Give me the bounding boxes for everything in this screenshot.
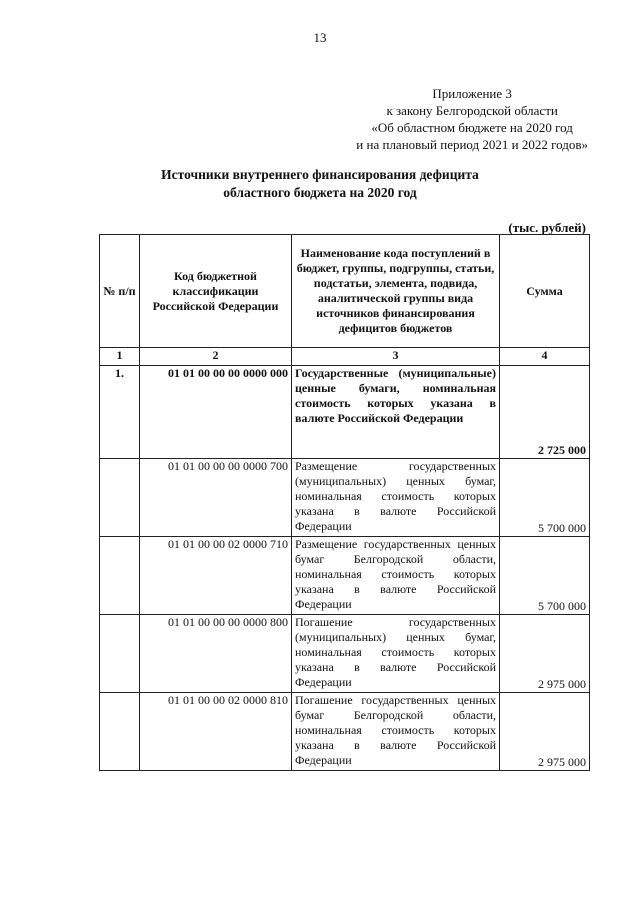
row-name: Погашение государственных ценных бумаг Белгородской области, номинальная стоимость которых указана в валюте Российской Федерации [292, 693, 500, 771]
row-number [100, 459, 140, 537]
table-row [100, 459, 590, 537]
table-row [100, 537, 590, 615]
column-number: 1 [100, 348, 140, 366]
appendix-line: «Об областном бюджете на 2020 год [371, 120, 573, 135]
row-sum: 2 725 000 [500, 366, 590, 459]
header-sum: Сумма [500, 235, 590, 348]
row-sum: 5 700 000 [500, 459, 590, 537]
appendix-line: Приложение 3 [432, 86, 512, 101]
table-row [100, 615, 590, 693]
table-row [100, 693, 590, 771]
appendix-header [356, 85, 588, 153]
table-header-row [100, 235, 590, 348]
row-name: Размещение государственных (муниципальных) ценных бумаг, номинальная стоимость которых указана в валюте Российской Федерации [292, 459, 500, 537]
header-name: Наименование кода поступлений в бюджет, группы, подгруппы, статьи, подстатьи, элемента, подвида, аналитической группы вида источников финансирования дефицитов бюджетов [292, 235, 500, 348]
financing-sources-table [99, 234, 590, 771]
appendix-line: и на плановый период 2021 и 2022 годов» [356, 137, 588, 152]
column-number-row [100, 348, 590, 366]
units-label: (тыс. рублей) [508, 220, 586, 235]
row-name: Погашение государственных (муниципальных) ценных бумаг, номинальная стоимость которых указана в валюте Российской Федерации [292, 615, 500, 693]
document-title [0, 166, 640, 202]
row-name: Государственные (муниципальные) ценные бумаги, номинальная стоимость которых указана в валюте Российской Федерации [292, 366, 500, 459]
header-no: № п/п [100, 235, 140, 348]
title-line: Источники внутреннего финансирования дефицита [161, 167, 479, 182]
column-number: 3 [292, 348, 500, 366]
column-number: 2 [140, 348, 292, 366]
row-code: 01 01 00 00 00 0000 700 [140, 459, 292, 537]
row-number [100, 615, 140, 693]
row-name: Размещение государственных ценных бумаг Белгородской области, номинальная стоимость которых указана в валюте Российской Федерации [292, 537, 500, 615]
row-code: 01 01 00 00 02 0000 710 [140, 537, 292, 615]
row-code: 01 01 00 00 00 0000 800 [140, 615, 292, 693]
page-number: 13 [313, 30, 327, 45]
title-line: областного бюджета на 2020 год [223, 185, 417, 200]
row-sum: 5 700 000 [500, 537, 590, 615]
row-code: 01 01 00 00 00 0000 000 [140, 366, 292, 459]
table-row [100, 366, 590, 459]
column-number: 4 [500, 348, 590, 366]
row-code: 01 01 00 00 02 0000 810 [140, 693, 292, 771]
appendix-line: к закону Белгородской области [386, 103, 558, 118]
header-code: Код бюджетной классификации Российской Федерации [140, 235, 292, 348]
row-number: 1. [100, 366, 140, 459]
row-number [100, 537, 140, 615]
row-sum: 2 975 000 [500, 693, 590, 771]
row-sum: 2 975 000 [500, 615, 590, 693]
row-number [100, 693, 140, 771]
